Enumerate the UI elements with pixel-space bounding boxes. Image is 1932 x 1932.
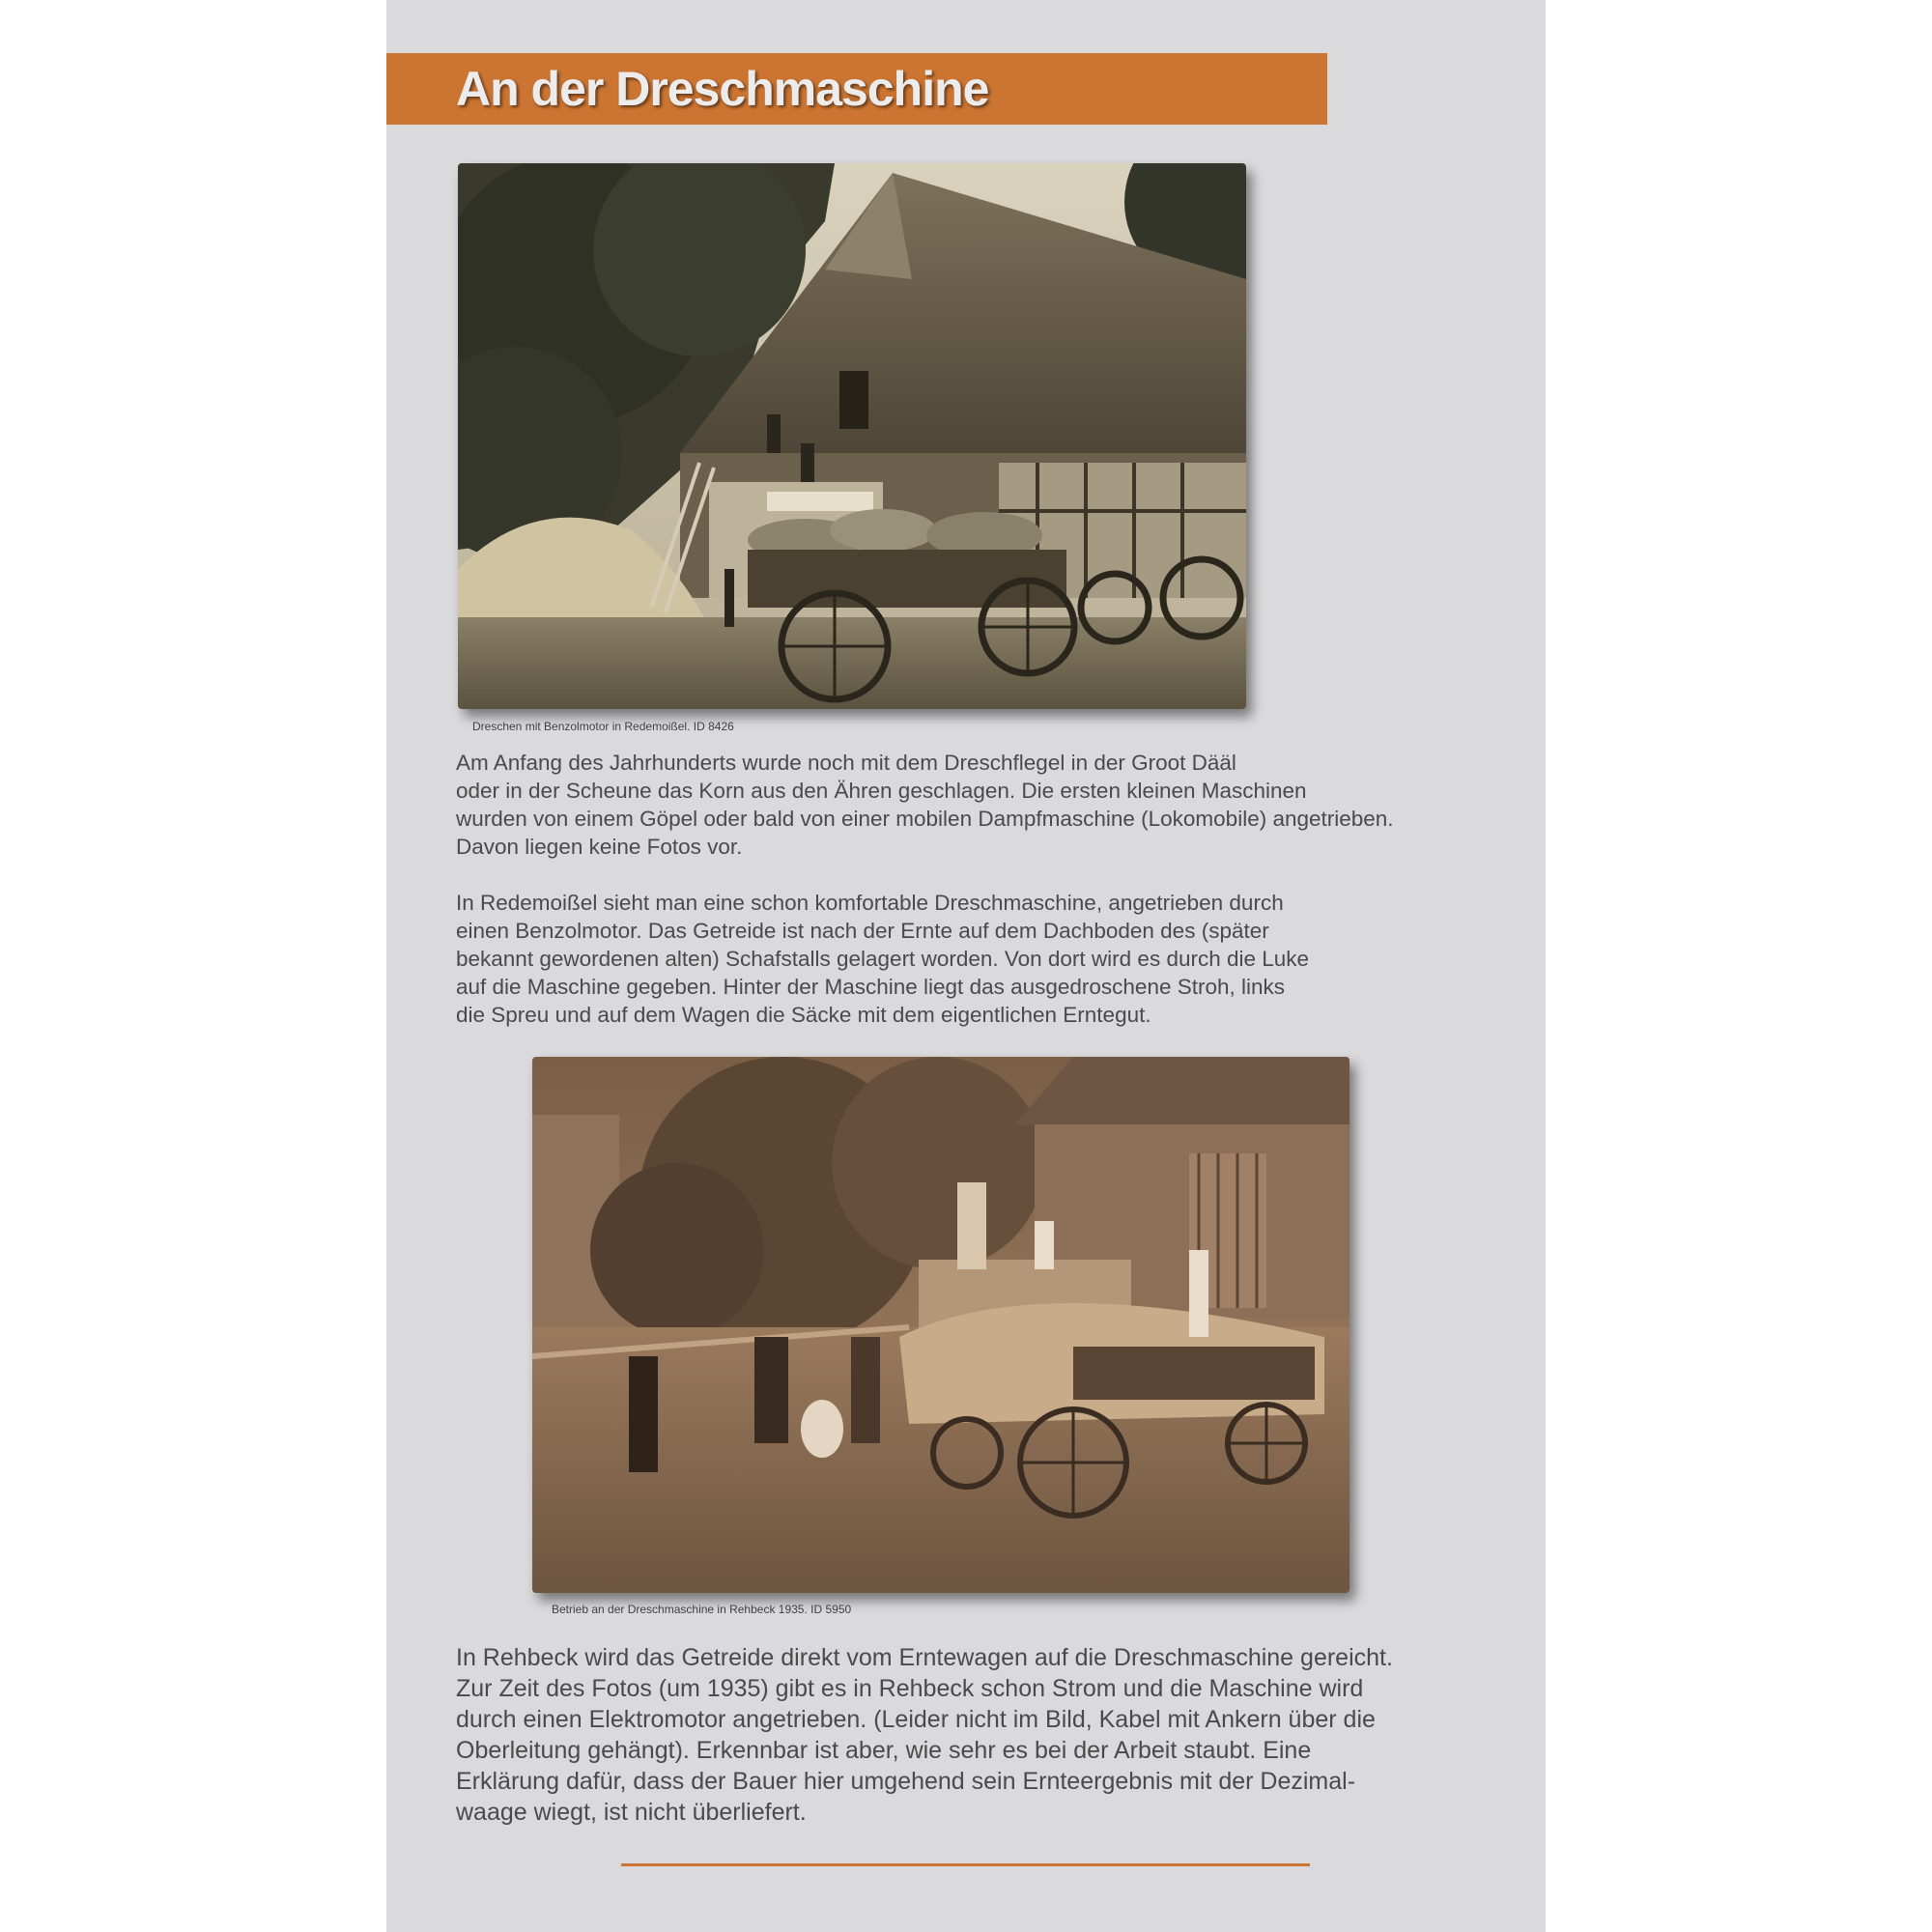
paragraph-redemoissel <box>456 889 1309 1029</box>
paragraph-rehbeck <box>456 1642 1393 1828</box>
page-title: An der Dreschmaschine <box>456 62 989 116</box>
photo-rehbeck <box>532 1057 1350 1593</box>
paragraph-line: waage wiegt, ist nicht überliefert. <box>456 1799 807 1826</box>
sepia-photo-barn-threshing-icon <box>458 163 1246 709</box>
photo-caption: Dreschen mit Benzolmotor in Redemoißel. ID 8426 <box>472 720 734 733</box>
paragraph-line: Erklärung dafür, dass der Bauer hier umgehend sein Ernteergebnis mit der Dezimal- <box>456 1768 1356 1795</box>
paragraph-line: oder in der Scheune das Korn aus den Ähren geschlagen. Die ersten kleinen Maschinen <box>456 779 1307 803</box>
paragraph-line: die Spreu und auf dem Wagen die Säcke mit dem eigentlichen Erntegut. <box>456 1003 1151 1027</box>
bottom-divider <box>621 1863 1310 1866</box>
paragraph-line: Zur Zeit des Fotos (um 1935) gibt es in Rehbeck schon Strom und die Maschine wird <box>456 1675 1364 1702</box>
photo-redemoissel <box>458 163 1246 709</box>
photo-caption: Betrieb an der Dreschmaschine in Rehbeck 1935. ID 5950 <box>552 1603 852 1616</box>
paragraph-intro <box>456 749 1394 861</box>
paragraph-line: durch einen Elektromotor angetrieben. (Leider nicht im Bild, Kabel mit Ankern über die <box>456 1706 1376 1733</box>
paragraph-line: In Rehbeck wird das Getreide direkt vom Erntewagen auf die Dreschmaschine gereicht. <box>456 1644 1393 1671</box>
paragraph-line: In Redemoißel sieht man eine schon komfortable Dreschmaschine, angetrieben durch <box>456 891 1284 915</box>
paragraph-line: Am Anfang des Jahrhunderts wurde noch mit dem Dreschflegel in der Groot Dääl <box>456 751 1236 775</box>
paragraph-line: einen Benzolmotor. Das Getreide ist nach der Ernte auf dem Dachboden des (später <box>456 919 1269 943</box>
paragraph-line: wurden von einem Göpel oder bald von einer mobilen Dampfmaschine (Lokomobile) angetrieben. <box>456 807 1394 831</box>
paragraph-line: bekannt gewordenen alten) Schafstalls gelagert worden. Von dort wird es durch die Luke <box>456 947 1310 971</box>
paragraph-line: Oberleitung gehängt). Erkennbar ist aber, wie sehr es bei der Arbeit staubt. Eine <box>456 1737 1312 1764</box>
paragraph-line: auf die Maschine gegeben. Hinter der Maschine liegt das ausgedroschene Stroh, links <box>456 975 1286 999</box>
paragraph-line: Davon liegen keine Fotos vor. <box>456 835 743 859</box>
sepia-photo-farmyard-threshing-icon <box>532 1057 1350 1593</box>
